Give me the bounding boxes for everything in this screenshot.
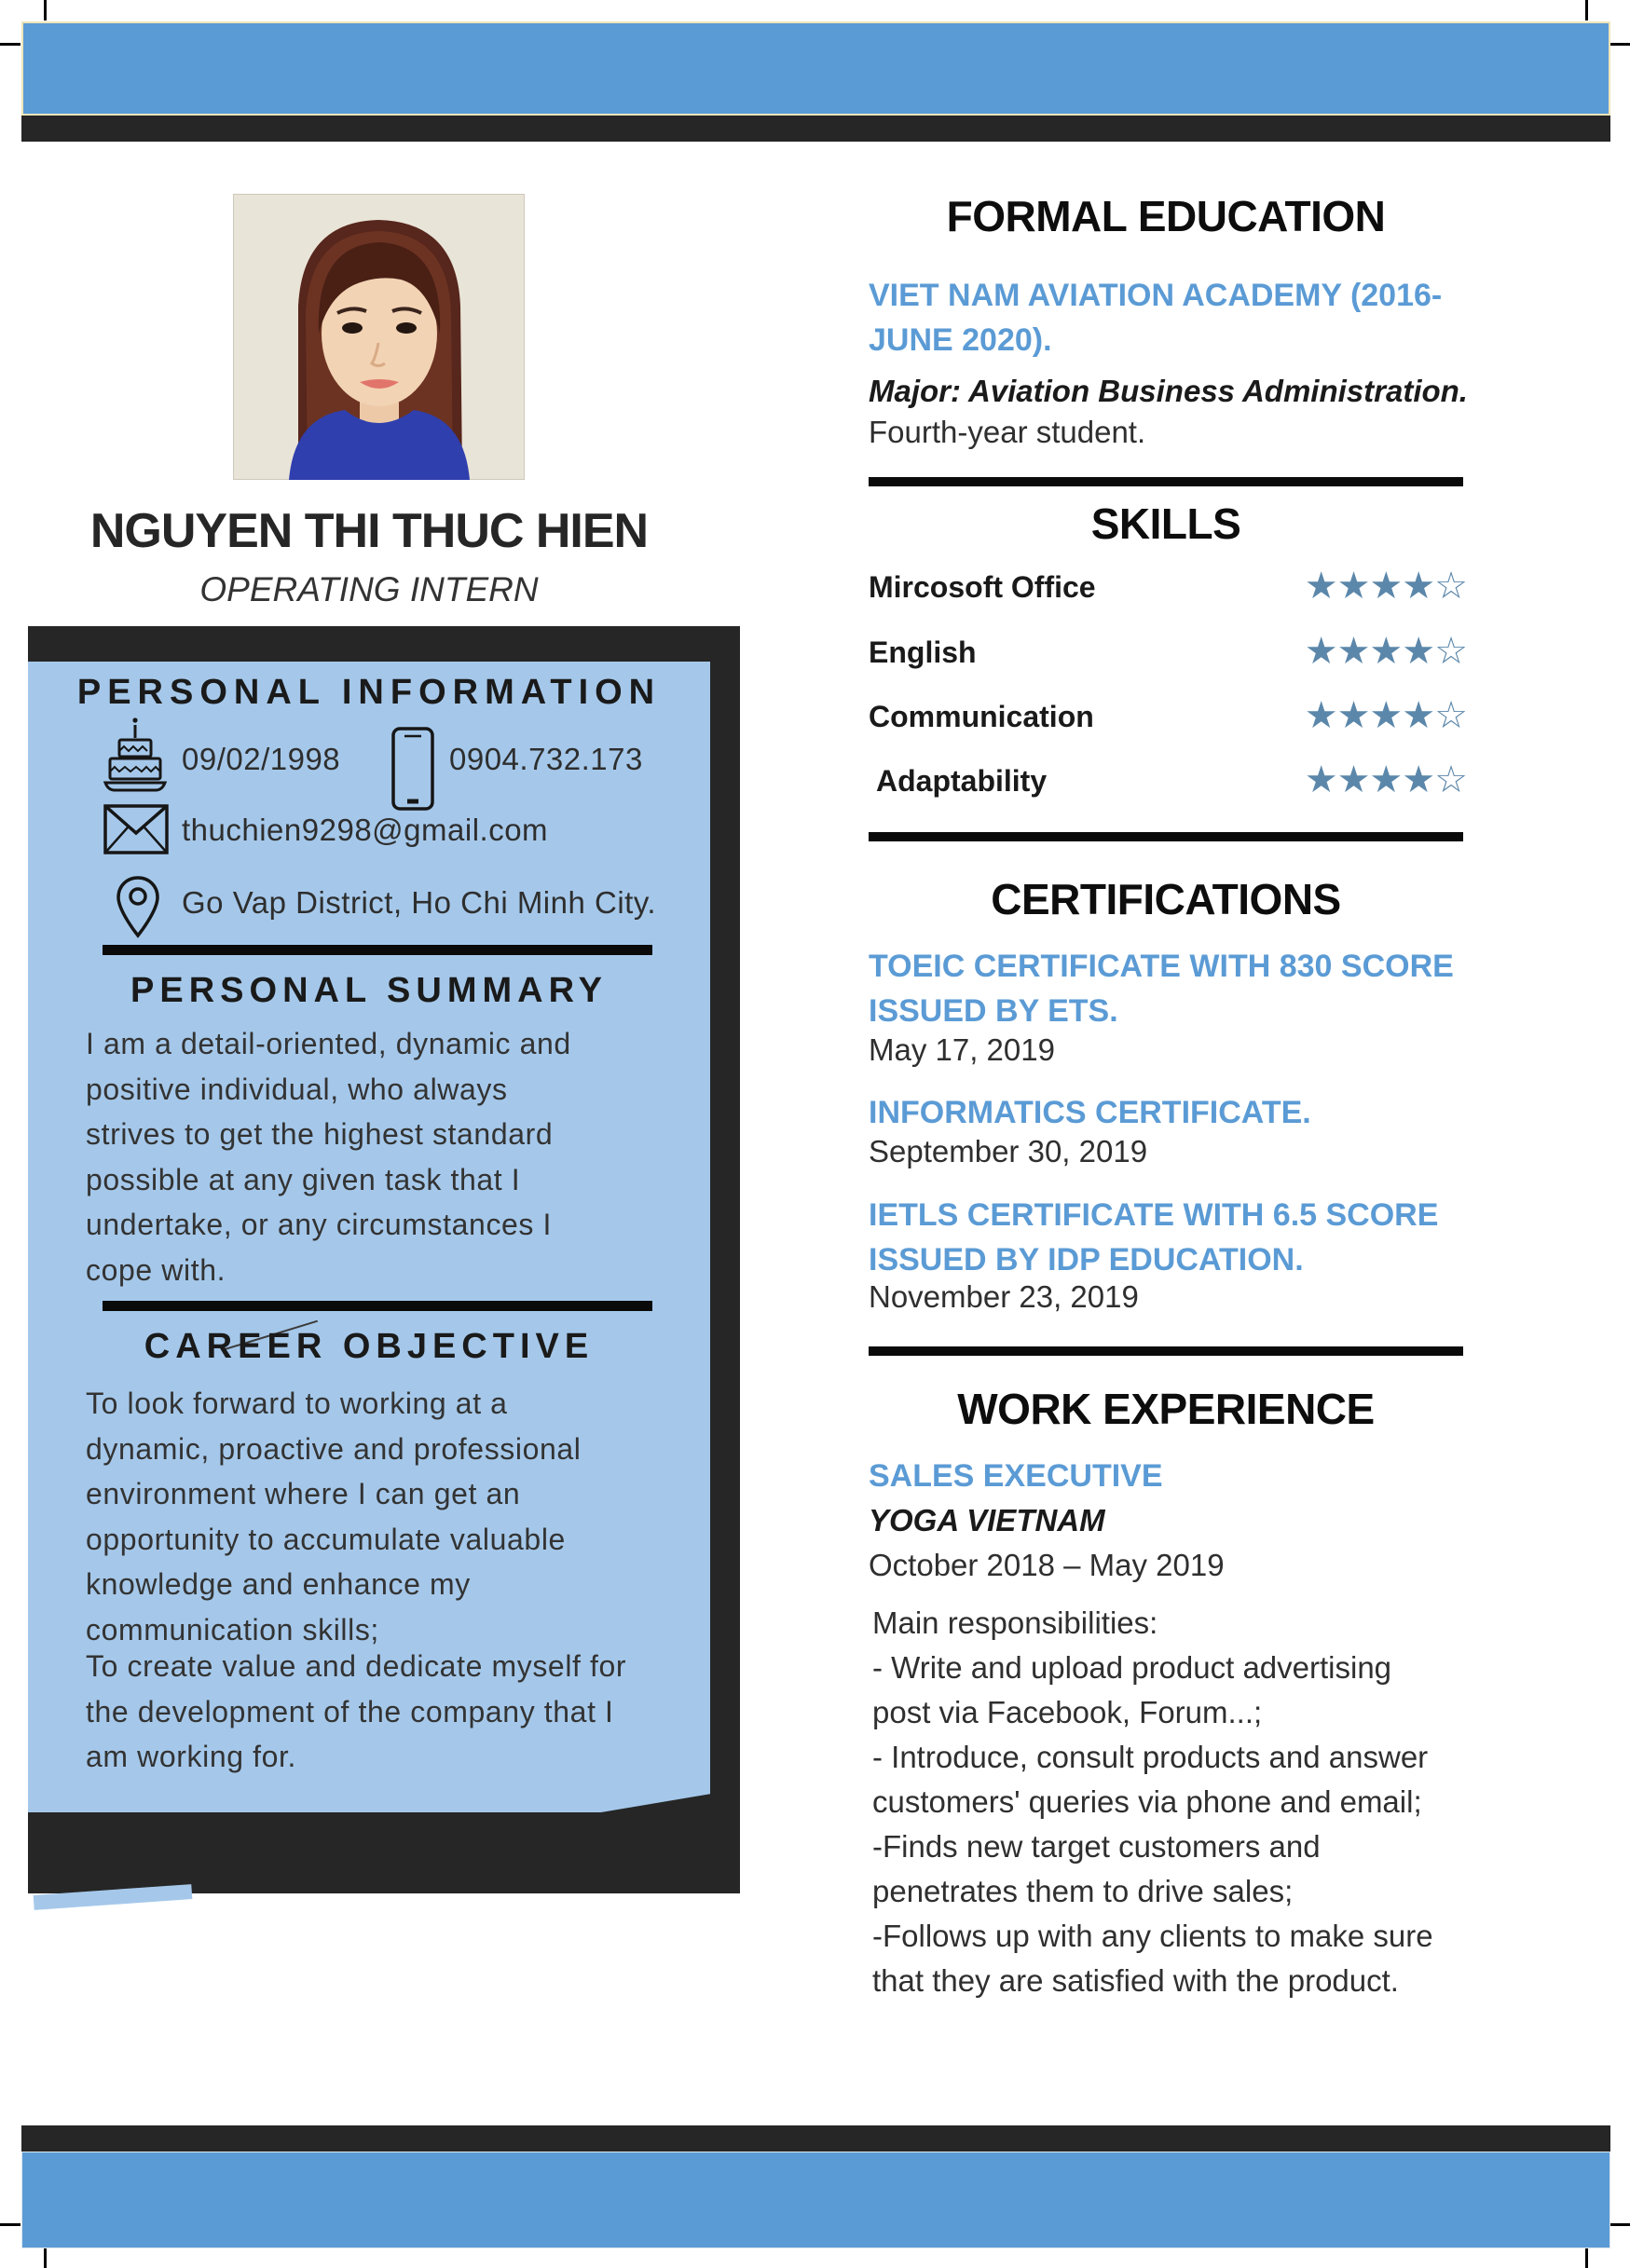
- work-line: - Write and upload product advertising: [872, 1650, 1392, 1685]
- crop-mark-top-right-h: [1609, 43, 1630, 46]
- work-line: Main responsibilities:: [872, 1605, 1158, 1640]
- skill-rating-stars: ★★★★☆: [1304, 565, 1467, 608]
- work-responsibilities: [872, 1601, 1478, 2003]
- work-line: -Follows up with any clients to make sure: [872, 1919, 1433, 1953]
- phone-value: 0904.732.173: [449, 742, 643, 776]
- objective-line: opportunity to accumulate valuable: [86, 1522, 566, 1556]
- crop-mark-bottom-left-v: [44, 2248, 47, 2268]
- certification-date: September 30, 2019: [869, 1134, 1148, 1168]
- certification-title: [869, 1193, 1474, 1282]
- cert-title-line: IETLS CERTIFICATE WITH 6.5 SCORE: [869, 1197, 1439, 1233]
- crop-mark-bottom-right-h: [1609, 2223, 1630, 2226]
- objective-line: environment where I can get an: [86, 1477, 521, 1510]
- cert-title-line: INFORMATICS CERTIFICATE.: [869, 1095, 1311, 1130]
- work-line: penetrates them to drive sales;: [872, 1874, 1294, 1908]
- summary-line: possible at any given task that I: [86, 1162, 521, 1196]
- address-value: Go Vap District, Ho Chi Minh City.: [182, 885, 657, 920]
- summary-line: I am a detail-oriented, dynamic and: [86, 1027, 571, 1060]
- skill-rating-stars: ★★★★☆: [1304, 694, 1467, 737]
- person-name: NGUYEN THI THUC HIEN: [89, 504, 649, 558]
- work-line: customers' queries via phone and email;: [872, 1784, 1422, 1819]
- summary-line: undertake, or any circumstances I: [86, 1208, 553, 1241]
- objective-line: To look forward to working at a: [86, 1387, 508, 1420]
- education-major: Major: Aviation Business Administration.: [869, 374, 1468, 408]
- birthday-value: 09/02/1998: [182, 742, 341, 776]
- summary-line: cope with.: [86, 1252, 226, 1287]
- cert-title-line: ISSUED BY ETS.: [869, 993, 1118, 1029]
- certification-date: November 23, 2019: [869, 1279, 1139, 1314]
- career-objective-heading: CAREER OBJECTIVE: [144, 1327, 595, 1366]
- career-objective-paragraph-2: [86, 1644, 664, 1780]
- school-line: JUNE 2020).: [869, 322, 1052, 358]
- work-role: SALES EXECUTIVE: [869, 1458, 1163, 1494]
- work-experience-heading: WORK EXPERIENCE: [957, 1385, 1375, 1433]
- work-line: post via Facebook, Forum...;: [872, 1695, 1263, 1729]
- skill-name: English: [869, 635, 977, 669]
- right-divider-2: [869, 832, 1463, 841]
- work-line: that they are satisfied with the product.: [872, 1963, 1399, 1998]
- career-objective-paragraph-1: [86, 1381, 664, 1652]
- skill-name: Adaptability: [876, 764, 1048, 798]
- skill-rating-stars: ★★★★☆: [1304, 758, 1467, 801]
- summary-line: strives to get the highest standard: [86, 1117, 554, 1151]
- top-banner: [21, 21, 1610, 116]
- objective-line: am working for.: [86, 1740, 296, 1773]
- summary-line: positive individual, who always: [86, 1072, 508, 1106]
- cert-title-line: TOEIC CERTIFICATE WITH 830 SCORE: [869, 949, 1454, 984]
- certification-date: May 17, 2019: [869, 1032, 1055, 1067]
- personal-summary-text: [86, 1021, 664, 1292]
- certification-title: [869, 944, 1474, 1033]
- objective-line: communication skills;: [86, 1612, 379, 1646]
- crop-mark-bottom-right-v: [1585, 2248, 1588, 2268]
- certification-title: [869, 1090, 1474, 1135]
- formal-education-heading: FORMAL EDUCATION: [946, 192, 1386, 240]
- crop-mark-top-right-v: [1585, 0, 1588, 20]
- bottom-banner: [21, 2152, 1610, 2248]
- envelope-icon: [103, 803, 170, 860]
- cert-title-line: ISSUED BY IDP EDUCATION.: [869, 1242, 1304, 1277]
- email-value: thuchien9298@gmail.com: [182, 813, 549, 847]
- school-line: VIET NAM AVIATION ACADEMY (2016-: [869, 278, 1443, 313]
- person-job-title: OPERATING INTERN: [199, 570, 539, 608]
- profile-photo: [233, 194, 525, 480]
- objective-line: dynamic, proactive and professional: [86, 1431, 582, 1466]
- skills-heading: SKILLS: [1090, 499, 1241, 548]
- crop-mark-top-left-v: [44, 0, 47, 20]
- left-divider-2: [103, 1301, 652, 1311]
- objective-line: To create value and dedicate myself for: [86, 1649, 627, 1683]
- skill-rating-stars: ★★★★☆: [1304, 630, 1467, 673]
- education-school: [869, 273, 1474, 362]
- right-divider-1: [869, 477, 1463, 486]
- right-divider-3: [869, 1346, 1463, 1356]
- work-line: - Introduce, consult products and answer: [872, 1740, 1429, 1774]
- mobile-phone-icon: [390, 725, 436, 817]
- left-divider-1: [103, 945, 652, 955]
- certifications-heading: CERTIFICATIONS: [991, 875, 1341, 923]
- work-period: October 2018 – May 2019: [869, 1548, 1225, 1582]
- personal-summary-heading: PERSONAL SUMMARY: [130, 971, 608, 1010]
- birthday-cake-icon: [103, 716, 168, 800]
- skill-name: Communication: [869, 700, 1094, 733]
- objective-line: the development of the company that I: [86, 1694, 614, 1728]
- crop-mark-top-left-h: [0, 43, 21, 46]
- personal-info-heading: PERSONAL INFORMATION: [76, 673, 662, 712]
- top-dark-strip: [21, 116, 1610, 142]
- bottom-dark-strip: [21, 2125, 1610, 2152]
- objective-line: knowledge and enhance my: [86, 1567, 471, 1601]
- skill-name: Mircosoft Office: [869, 570, 1096, 604]
- education-status: Fourth-year student.: [869, 415, 1146, 449]
- work-company: YOGA VIETNAM: [869, 1503, 1105, 1537]
- work-line: -Finds new target customers and: [872, 1829, 1321, 1864]
- crop-mark-bottom-left-h: [0, 2223, 21, 2226]
